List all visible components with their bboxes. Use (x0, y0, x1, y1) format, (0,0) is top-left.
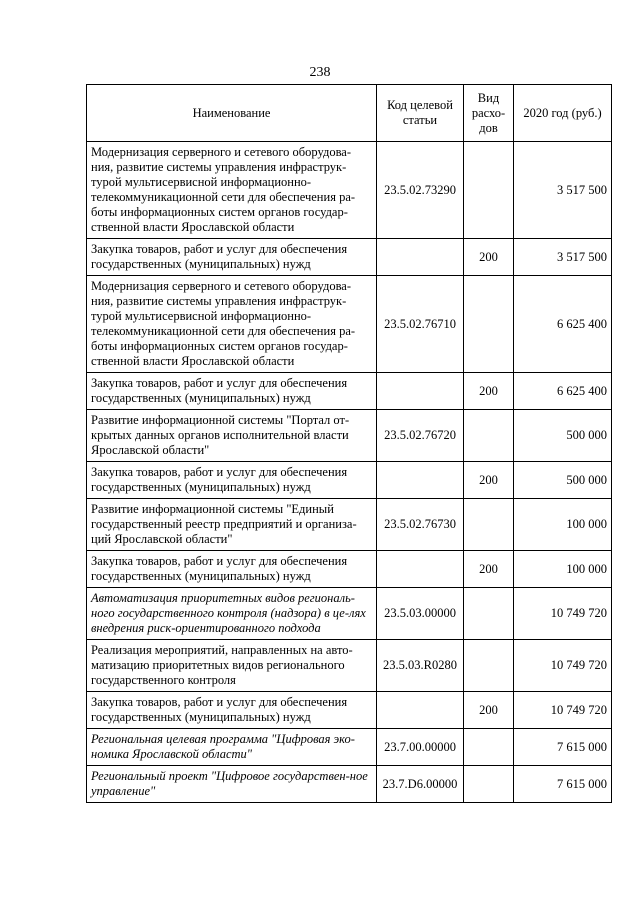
table-body (87, 142, 612, 803)
table-row (87, 499, 612, 551)
row-sum-cell: 500 000 (514, 410, 612, 462)
row-type-cell: 200 (464, 692, 514, 729)
row-type-cell (464, 410, 514, 462)
row-type-cell: 200 (464, 462, 514, 499)
row-name-cell: Модернизация серверного и сетевого оборудова-ния, развитие системы управления инфраструк-турой мультисервисной информационно-телекоммуникационной сети для обеспечения ра-боты информационных систем органов государ-ственной власти Ярославской области (87, 142, 377, 239)
row-type-cell (464, 588, 514, 640)
header-sum: 2020 год (руб.) (514, 85, 612, 142)
table-row (87, 142, 612, 239)
header-code: Код целевой статьи (377, 85, 464, 142)
table-row (87, 462, 612, 499)
row-name-cell: Автоматизация приоритетных видов региональ-ного государственного контроля (надзора) в це-лях внедрения риск-ориентированного подхода (87, 588, 377, 640)
row-sum-cell: 3 517 500 (514, 142, 612, 239)
table-row (87, 410, 612, 462)
row-sum-cell: 10 749 720 (514, 640, 612, 692)
row-type-cell (464, 729, 514, 766)
row-name-cell: Закупка товаров, работ и услуг для обеспечения государственных (муниципальных) нужд (87, 692, 377, 729)
table-row (87, 640, 612, 692)
row-name-cell: Закупка товаров, работ и услуг для обеспечения государственных (муниципальных) нужд (87, 551, 377, 588)
row-code-cell: 23.5.03.00000 (377, 588, 464, 640)
row-code-cell: 23.5.02.73290 (377, 142, 464, 239)
row-type-cell (464, 499, 514, 551)
row-sum-cell: 3 517 500 (514, 239, 612, 276)
row-sum-cell: 10 749 720 (514, 588, 612, 640)
row-sum-cell: 6 625 400 (514, 373, 612, 410)
table-header-row (87, 85, 612, 142)
row-name-cell: Модернизация серверного и сетевого оборудова-ния, развитие системы управления инфраструк-турой мультисервисной информационно-телекоммуникационной сети для обеспечения ра-боты информационных систем органов государ-ственной власти Ярославской области (87, 276, 377, 373)
row-type-cell (464, 142, 514, 239)
row-sum-cell: 6 625 400 (514, 276, 612, 373)
table-row (87, 692, 612, 729)
row-sum-cell: 100 000 (514, 499, 612, 551)
table-row (87, 588, 612, 640)
row-type-cell (464, 276, 514, 373)
row-sum-cell: 100 000 (514, 551, 612, 588)
table-row (87, 276, 612, 373)
table-row (87, 766, 612, 803)
header-name: Наименование (87, 85, 377, 142)
row-name-cell: Реализация мероприятий, направленных на авто-матизацию приоритетных видов регионального государственного контроля (87, 640, 377, 692)
row-name-cell: Закупка товаров, работ и услуг для обеспечения государственных (муниципальных) нужд (87, 373, 377, 410)
row-name-cell: Закупка товаров, работ и услуг для обеспечения государственных (муниципальных) нужд (87, 462, 377, 499)
header-type: Вид расхо-дов (464, 85, 514, 142)
page-number: 238 (309, 65, 331, 80)
row-sum-cell: 500 000 (514, 462, 612, 499)
row-name-cell: Развитие информационной системы "Единый государственный реестр предприятий и организа-ций Ярославской области" (87, 499, 377, 551)
row-sum-cell: 10 749 720 (514, 692, 612, 729)
table-row (87, 729, 612, 766)
row-type-cell: 200 (464, 551, 514, 588)
row-code-cell: 23.7.D6.00000 (377, 766, 464, 803)
row-name-cell: Региональная целевая программа "Цифровая эко-номика Ярославской области" (87, 729, 377, 766)
row-type-cell: 200 (464, 239, 514, 276)
row-name-cell: Закупка товаров, работ и услуг для обеспечения государственных (муниципальных) нужд (87, 239, 377, 276)
row-name-cell: Региональный проект "Цифровое государствен-ное управление" (87, 766, 377, 803)
table-row (87, 373, 612, 410)
row-code-cell: 23.5.02.76720 (377, 410, 464, 462)
row-code-cell (377, 239, 464, 276)
row-code-cell: 23.5.02.76730 (377, 499, 464, 551)
row-sum-cell: 7 615 000 (514, 729, 612, 766)
table-row (87, 551, 612, 588)
row-code-cell: 23.5.02.76710 (377, 276, 464, 373)
budget-table (86, 84, 612, 803)
row-name-cell: Развитие информационной системы "Портал от-крытых данных органов исполнительной власти Ярославской области" (87, 410, 377, 462)
row-code-cell (377, 462, 464, 499)
row-sum-cell: 7 615 000 (514, 766, 612, 803)
row-code-cell (377, 692, 464, 729)
row-type-cell (464, 766, 514, 803)
row-type-cell: 200 (464, 373, 514, 410)
row-code-cell: 23.5.03.R0280 (377, 640, 464, 692)
row-code-cell (377, 373, 464, 410)
row-type-cell (464, 640, 514, 692)
row-code-cell: 23.7.00.00000 (377, 729, 464, 766)
row-code-cell (377, 551, 464, 588)
table-row (87, 239, 612, 276)
